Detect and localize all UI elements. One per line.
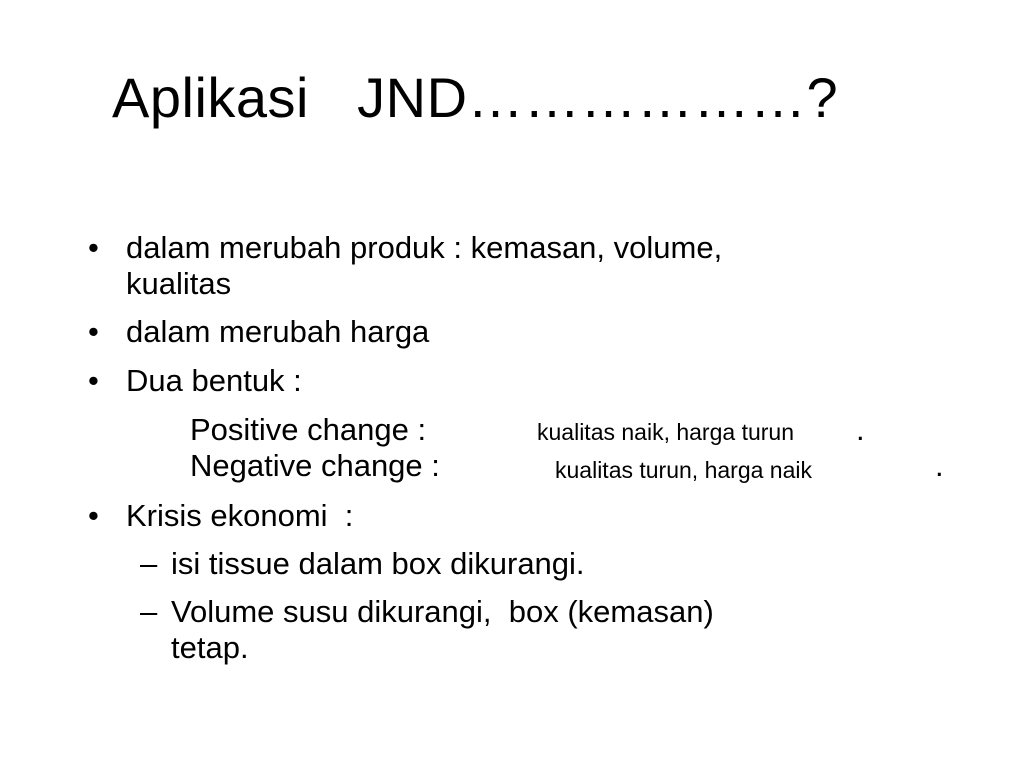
bullet-item-3: Dua bentuk : bbox=[126, 363, 302, 398]
negative-change-row bbox=[190, 448, 944, 484]
sub-item-2-line-1: Volume susu dikurangi, box (kemasan) bbox=[171, 594, 714, 629]
dash-marker: – bbox=[140, 546, 158, 581]
bullet-item-1-line-2: kualitas bbox=[126, 266, 232, 301]
bullet-item-2: dalam merubah harga bbox=[126, 314, 430, 349]
bullet-item-4: Krisis ekonomi : bbox=[126, 498, 354, 533]
bullet-marker: • bbox=[88, 363, 99, 398]
bullet-item-1-line-1: dalam merubah produk : kemasan, volume, bbox=[126, 230, 723, 265]
bullet-marker: • bbox=[88, 498, 99, 533]
slide-title: Aplikasi JND………………? bbox=[112, 66, 839, 129]
negative-change-label: Negative change : bbox=[190, 448, 440, 483]
dash-marker: – bbox=[140, 594, 158, 629]
sub-item-2-line-2: tetap. bbox=[171, 630, 249, 665]
positive-change-detail: kualitas naik, harga turun bbox=[537, 419, 794, 445]
negative-change-period: . bbox=[935, 448, 944, 483]
bullet-marker: • bbox=[88, 314, 99, 349]
positive-change-label: Positive change : bbox=[190, 412, 427, 447]
sub-item-1: isi tissue dalam box dikurangi. bbox=[171, 546, 585, 581]
positive-change-period: . bbox=[856, 412, 865, 447]
positive-change-row bbox=[190, 412, 865, 448]
negative-change-detail: kualitas turun, harga naik bbox=[555, 457, 812, 483]
bullet-marker: • bbox=[88, 230, 99, 265]
